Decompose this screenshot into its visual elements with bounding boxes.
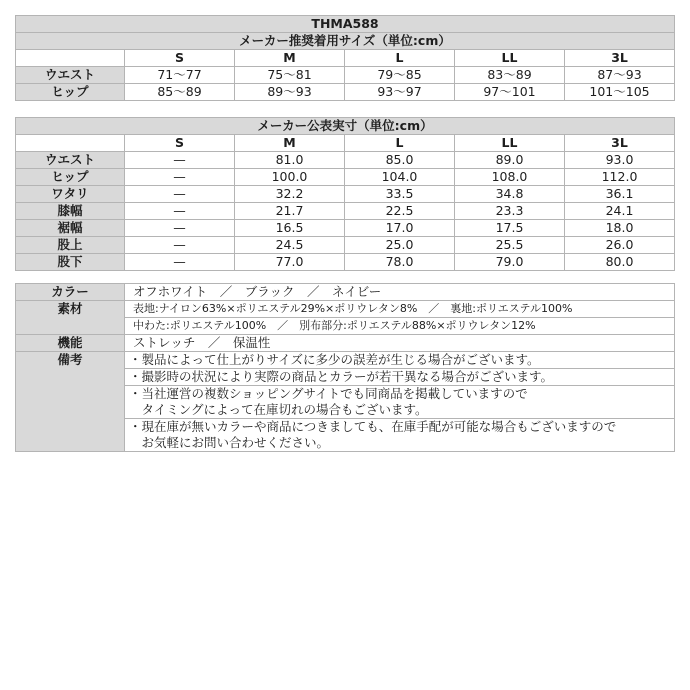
table-row xyxy=(16,284,675,301)
table-cell: — xyxy=(125,237,235,254)
table-cell: 79〜85 xyxy=(345,67,455,84)
table-cell: 23.3 xyxy=(455,203,565,220)
size-header: L xyxy=(345,50,455,67)
table-cell: 16.5 xyxy=(235,220,345,237)
table-cell: — xyxy=(125,203,235,220)
table-cell: 89〜93 xyxy=(235,84,345,101)
note-line: ・撮影時の状況により実際の商品とカラーが若干異なる場合がございます。 xyxy=(129,369,554,384)
size-header: 3L xyxy=(565,50,675,67)
notes-label: 備考 xyxy=(16,352,125,452)
empty-corner-cell xyxy=(16,135,125,152)
table-cell: 101〜105 xyxy=(565,84,675,101)
table-cell: 83〜89 xyxy=(455,67,565,84)
function-value: ストレッチ ／ 保温性 xyxy=(125,335,675,352)
table-cell: 78.0 xyxy=(345,254,455,271)
table-cell: 100.0 xyxy=(235,169,345,186)
note-item xyxy=(125,419,675,452)
note-item xyxy=(125,369,675,386)
table-cell: 112.0 xyxy=(565,169,675,186)
table-row xyxy=(16,301,675,318)
table-row xyxy=(16,169,675,186)
table-row xyxy=(16,186,675,203)
size-header: M xyxy=(235,50,345,67)
recommended-table-title: メーカー推奨着用サイズ（単位:cm） xyxy=(16,33,675,50)
table-row xyxy=(16,237,675,254)
table-cell: 80.0 xyxy=(565,254,675,271)
function-label: 機能 xyxy=(16,335,125,352)
size-header: L xyxy=(345,135,455,152)
recommended-size-table xyxy=(15,15,675,101)
size-header: M xyxy=(235,135,345,152)
table-cell: 34.8 xyxy=(455,186,565,203)
table-cell: 79.0 xyxy=(455,254,565,271)
note-line: ・製品によって仕上がりサイズに多少の誤差が生じる場合がございます。 xyxy=(129,352,540,367)
table-cell: 24.1 xyxy=(565,203,675,220)
table-row xyxy=(16,152,675,169)
table-row xyxy=(16,220,675,237)
color-label: カラー xyxy=(16,284,125,301)
table-cell: 85.0 xyxy=(345,152,455,169)
table-cell: 17.5 xyxy=(455,220,565,237)
table-cell: 108.0 xyxy=(455,169,565,186)
table-cell: 32.2 xyxy=(235,186,345,203)
table-row xyxy=(16,352,675,369)
table-cell: 22.5 xyxy=(345,203,455,220)
size-header: S xyxy=(125,50,235,67)
color-value: オフホワイト ／ ブラック ／ ネイビー xyxy=(125,284,675,301)
product-code: THMA588 xyxy=(16,16,675,33)
table-cell: 104.0 xyxy=(345,169,455,186)
table-cell: 81.0 xyxy=(235,152,345,169)
note-item xyxy=(125,352,675,369)
size-header: 3L xyxy=(565,135,675,152)
actual-size-table xyxy=(15,117,675,271)
table-cell: 97〜101 xyxy=(455,84,565,101)
note-item xyxy=(125,386,675,419)
table-cell: — xyxy=(125,169,235,186)
product-info-table xyxy=(15,283,675,452)
table-cell: 87〜93 xyxy=(565,67,675,84)
table-cell: 25.5 xyxy=(455,237,565,254)
material-label: 素材 xyxy=(16,301,125,335)
table-cell: 71〜77 xyxy=(125,67,235,84)
table-cell: 25.0 xyxy=(345,237,455,254)
table-cell: 18.0 xyxy=(565,220,675,237)
row-label: ヒップ xyxy=(16,84,125,101)
note-line: お気軽にお問い合わせください。 xyxy=(129,435,330,450)
row-label: ウエスト xyxy=(16,67,125,84)
row-label: ヒップ xyxy=(16,169,125,186)
table-cell: 21.7 xyxy=(235,203,345,220)
note-line: タイミングによって在庫切れの場合もございます。 xyxy=(129,402,428,417)
table-cell: 77.0 xyxy=(235,254,345,271)
table-row xyxy=(16,203,675,220)
note-line: ・当社運営の複数ショッピングサイトでも同商品を掲載していますので xyxy=(129,386,528,401)
table-cell: — xyxy=(125,186,235,203)
size-header: S xyxy=(125,135,235,152)
material-line-1: 表地:ナイロン63%×ポリエステル29%×ポリウレタン8% ／ 裏地:ポリエステル100% xyxy=(125,301,675,318)
table-cell: — xyxy=(125,254,235,271)
row-label: 膝幅 xyxy=(16,203,125,220)
table-cell: — xyxy=(125,220,235,237)
table-row xyxy=(16,67,675,84)
row-label: ウエスト xyxy=(16,152,125,169)
table-cell: 24.5 xyxy=(235,237,345,254)
table-cell: 33.5 xyxy=(345,186,455,203)
table-row xyxy=(16,335,675,352)
table-cell: — xyxy=(125,152,235,169)
empty-corner-cell xyxy=(16,50,125,67)
table-row xyxy=(16,254,675,271)
note-line: ・現在庫が無いカラーや商品につきましても、在庫手配が可能な場合もございますので xyxy=(129,419,617,434)
size-header: LL xyxy=(455,50,565,67)
table-cell: 17.0 xyxy=(345,220,455,237)
table-cell: 89.0 xyxy=(455,152,565,169)
table-cell: 26.0 xyxy=(565,237,675,254)
table-row xyxy=(16,84,675,101)
material-line-2: 中わた:ポリエステル100% ／ 別布部分:ポリエステル88%×ポリウレタン12% xyxy=(125,318,675,335)
table-cell: 75〜81 xyxy=(235,67,345,84)
table-cell: 93.0 xyxy=(565,152,675,169)
actual-table-title: メーカー公表実寸（単位:cm） xyxy=(16,118,675,135)
table-cell: 93〜97 xyxy=(345,84,455,101)
table-cell: 36.1 xyxy=(565,186,675,203)
row-label: ワタリ xyxy=(16,186,125,203)
size-header: LL xyxy=(455,135,565,152)
table-cell: 85〜89 xyxy=(125,84,235,101)
row-label: 股上 xyxy=(16,237,125,254)
row-label: 股下 xyxy=(16,254,125,271)
row-label: 裾幅 xyxy=(16,220,125,237)
